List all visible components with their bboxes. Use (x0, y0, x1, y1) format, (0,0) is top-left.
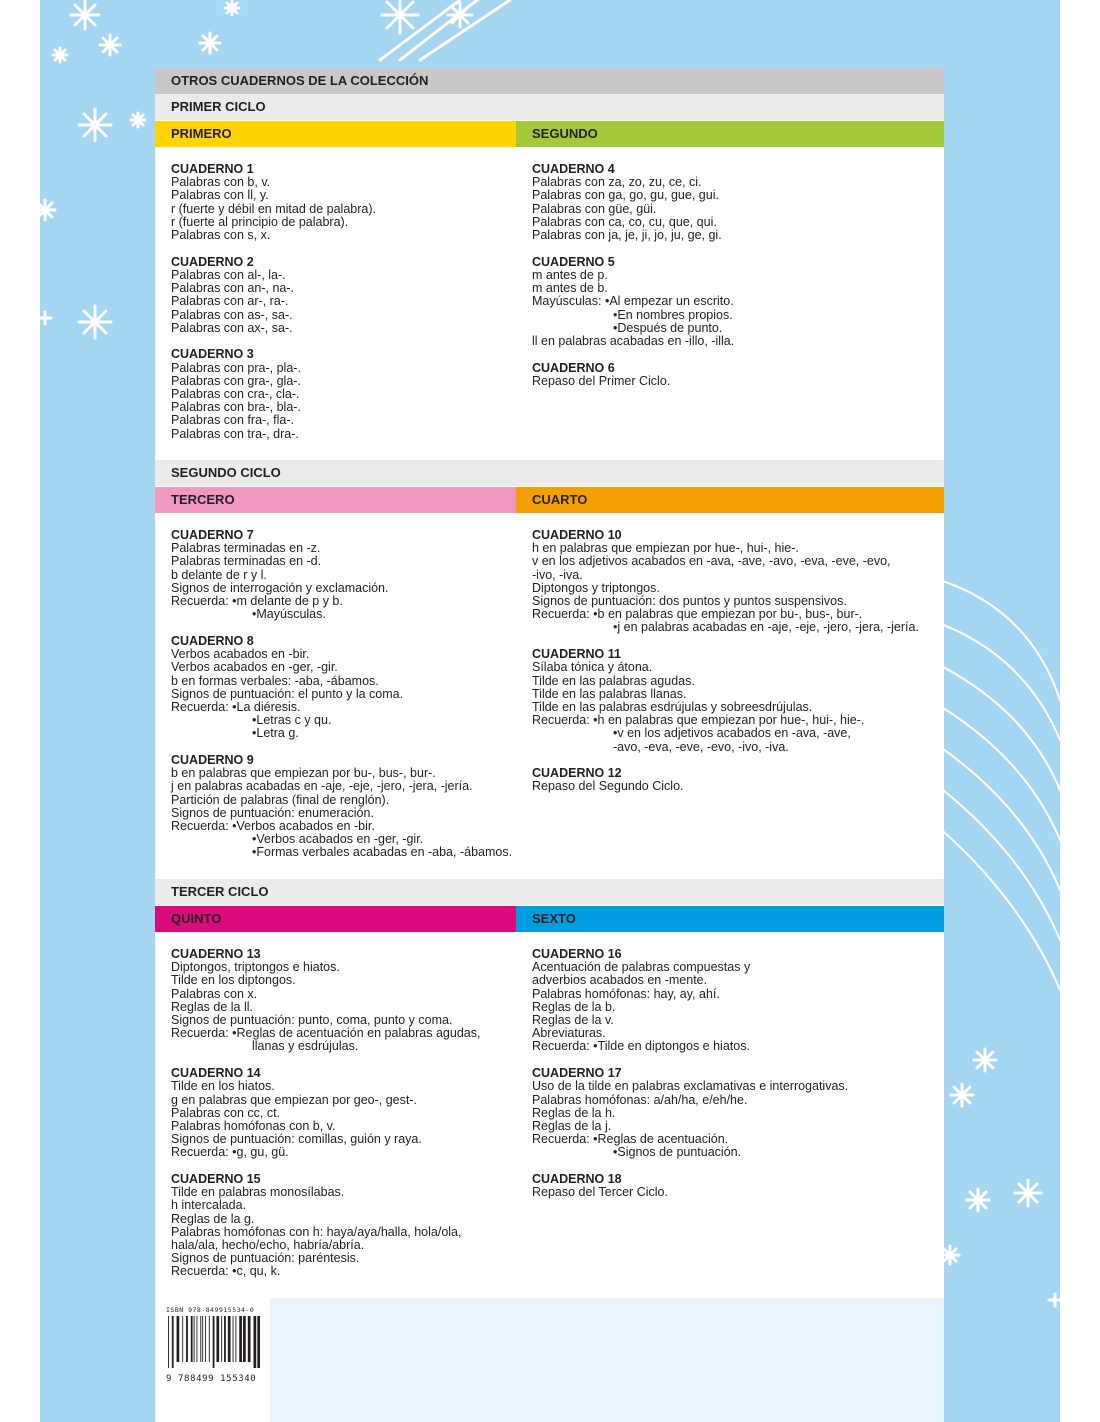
notebook-topic-line: Tilde en los hiatos. (171, 1079, 275, 1094)
notebook-entry (532, 529, 932, 635)
notebook-topic-line: Palabras con x. (171, 986, 258, 1001)
barcode-bar (248, 1316, 251, 1362)
notebook-topic-line: Reglas de la g. (171, 1211, 255, 1226)
notebook-topic-line: Palabras con cra-, cla-. (171, 387, 300, 402)
notebook-topic-line: Recuerda: •La diéresis. (171, 699, 301, 714)
notebook-topic-line: r (fuerte al principio de palabra). (171, 214, 349, 229)
barcode-bar (191, 1316, 193, 1362)
notebook-topic-line: Recuerda: •Tilde en diptongos e hiatos. (532, 1039, 750, 1054)
notebook-topic-line: Recuerda: •g, gu, gü. (171, 1145, 289, 1160)
isbn-label: ISBN 978-849915534-0 (166, 1306, 255, 1314)
barcode-bar (213, 1316, 215, 1368)
notebook-topic-line: Palabras homófonas: a/ah/ha, e/eh/he. (532, 1092, 748, 1107)
notebook-topic-line: adverbios acabados en -mente. (532, 973, 708, 988)
notebook-topic-line: Palabras con ja, je, ji, jo, ju, ge, gi. (532, 228, 722, 243)
notebook-entry (171, 348, 516, 440)
notebook-entry (171, 529, 516, 621)
notebook-topic-line: Palabras con ax-, sa-. (171, 320, 293, 335)
barcode-bar (243, 1316, 246, 1362)
notebook-topic-line: Tilde en las palabras llanas. (532, 686, 687, 701)
notebook-topic-line: Palabras con ll, y. (171, 188, 269, 203)
barcode-bar (233, 1316, 234, 1362)
notebook-topic-line: Palabras con an-, na-. (171, 281, 294, 296)
notebook-topic-line: h intercalada. (171, 1198, 247, 1213)
notebook-entry (171, 635, 516, 741)
notebook-topic-line: h en palabras que empiezan por hue-, hui-, hie-. (532, 541, 799, 556)
notebook-topic-line: llanas y esdrújulas. (252, 1039, 359, 1054)
notebook-topic-line: Sílaba tónica y átona. (532, 660, 653, 675)
notebook-topic-line: Recuerda: •h en palabras que empiezan por hue-, hui-, hie-. (532, 713, 865, 728)
notebook-topic-line: Recuerda: •Verbos acabados en -bir. (171, 819, 375, 834)
bottom-strip (270, 1298, 944, 1422)
barcode-bar (209, 1316, 210, 1362)
notebook-topic-line: Tilde en palabras monosílabas. (171, 1185, 345, 1200)
grade-heading-tercero: TERCERO (155, 487, 516, 513)
notebook-topic-line: m antes de p. (532, 267, 608, 282)
notebook-title: CUADERNO 11 (532, 647, 621, 662)
notebook-topic-line: ll en palabras acabadas en -illo, -illa. (532, 333, 735, 348)
notebook-topic-line: Palabras con ga, go, gu, gue, gui. (532, 188, 719, 203)
notebook-entry (171, 163, 516, 242)
notebook-entry (171, 1067, 516, 1159)
notebook-topic-line: -ivo, -iva. (532, 567, 583, 582)
notebook-entry (532, 767, 932, 793)
notebook-title: CUADERNO 9 (171, 753, 254, 768)
notebook-entry (532, 648, 932, 754)
notebook-title: CUADERNO 13 (171, 947, 261, 961)
notebook-topic-line: Palabras con güe, güi. (532, 201, 657, 216)
notebook-title: CUADERNO 14 (171, 1066, 261, 1081)
notebook-topic-line: m antes de b. (532, 281, 608, 296)
barcode-bar (200, 1316, 201, 1362)
notebook-topic-line: Palabras con za, zo, zu, ce, ci. (532, 175, 702, 190)
cycle-heading-primer: PRIMER CICLO (155, 94, 944, 120)
notebook-topic-line: Palabras con as-, sa-. (171, 307, 293, 322)
collection-header: OTROS CUADERNOS DE LA COLECCIÓN (155, 68, 944, 94)
notebook-topic-line: b delante de r y l. (171, 567, 267, 582)
notebook-topic-line: •En nombres propios. (613, 307, 733, 322)
notebook-topic-line: Recuerda: •c, qu, k. (171, 1264, 281, 1279)
notebook-topic-line: •j en palabras acabadas en -aje, -eje, -jero, -jera, -jería. (613, 620, 919, 635)
notebook-topic-line: Palabras con s, x. (171, 228, 271, 243)
notebook-topic-line: Diptongos, triptongos e hiatos. (171, 960, 340, 975)
grade-heading-primero: PRIMERO (155, 121, 516, 147)
notebook-title: CUADERNO 8 (171, 633, 254, 648)
notebook-topic-line: Palabras con ar-, ra-. (171, 294, 289, 309)
barcode-bar (205, 1316, 206, 1362)
notebook-topic-line: Signos de interrogación y exclamación. (171, 580, 389, 595)
notebook-title: CUADERNO 6 (532, 360, 615, 375)
grade-column-sexto (532, 948, 932, 1213)
notebook-topic-line: r (fuerte y débil en mitad de palabra). (171, 201, 376, 216)
notebook-topic-line: Signos de puntuación: dos puntos y puntos suspensivos. (532, 594, 847, 609)
notebook-topic-line: Tilde en las palabras agudas. (532, 673, 695, 688)
grade-column-segundo (532, 163, 932, 402)
notebook-title: CUADERNO 5 (532, 254, 615, 269)
notebook-topic-line: Palabras con tra-, dra-. (171, 426, 299, 441)
notebook-topic-line: Reglas de la v. (532, 1013, 614, 1028)
notebook-topic-line: v en los adjetivos acabados en -ava, -ave, -avo, -eva, -eve, -evo, (532, 554, 891, 569)
barcode-bar (257, 1316, 260, 1368)
notebook-topic-line: Reglas de la ll. (171, 999, 253, 1014)
notebook-title: CUADERNO 15 (171, 1172, 261, 1187)
notebook-topic-line: •Letra g. (252, 726, 299, 741)
grade-column-quinto (171, 948, 516, 1292)
grade-heading-quinto: QUINTO (155, 906, 516, 932)
barcode-bar (194, 1316, 195, 1362)
barcode (166, 1306, 266, 1384)
notebook-topic-line: b en palabras que empiezan por bu-, bus-, bur-. (171, 766, 436, 781)
notebook-topic-line: Abreviaturas. (532, 1026, 606, 1041)
notebook-topic-line: Palabras con bra-, bla-. (171, 400, 301, 415)
notebook-topic-line: Palabras con al-, la-. (171, 267, 286, 282)
notebook-topic-line: Signos de puntuación: el punto y la coma. (171, 686, 404, 701)
barcode-bar (254, 1316, 257, 1368)
notebook-topic-line: Palabras con ca, co, cu, que, qui. (532, 214, 717, 229)
notebook-title: CUADERNO 16 (532, 947, 622, 961)
notebook-topic-line: Palabras con gra-, gla-. (171, 373, 301, 388)
notebook-topic-line: Repaso del Primer Ciclo. (532, 373, 671, 388)
notebook-topic-line: Uso de la tilde en palabras exclamativas e interrogativas. (532, 1079, 849, 1094)
notebook-topic-line: •Verbos acabados en -ger, -gir. (252, 832, 424, 847)
barcode-bar (235, 1316, 236, 1362)
barcode-bar (182, 1316, 183, 1362)
notebook-topic-line: Signos de puntuación: paréntesis. (171, 1251, 360, 1266)
notebook-topic-line: Partición de palabras (final de renglón). (171, 792, 390, 807)
barcode-bar (239, 1316, 242, 1362)
barcode-digits: 9 788499 155340 (166, 1374, 257, 1384)
notebook-topic-line: Reglas de la h. (532, 1105, 616, 1120)
cycle-heading-tercer: TERCER CICLO (155, 879, 944, 905)
notebook-topic-line: -avo, -eva, -eve, -evo, -ivo, -iva. (613, 739, 789, 754)
notebook-topic-line: Palabras homófonas con h: haya/aya/halla, hola/ola, (171, 1224, 462, 1239)
notebook-topic-line: Palabras con fra-, fla-. (171, 413, 294, 428)
notebook-topic-line: •Después de punto. (613, 320, 723, 335)
barcode-bar (168, 1316, 169, 1368)
notebook-title: CUADERNO 7 (171, 528, 254, 542)
notebook-topic-line: Recuerda: •Reglas de acentuación. (532, 1132, 729, 1147)
notebook-topic-line: Palabras terminadas en -d. (171, 554, 322, 569)
notebook-topic-line: Palabras con pra-, pla-. (171, 360, 301, 375)
notebook-topic-line: Verbos acabados en -ger, -gir. (171, 660, 338, 675)
notebook-topic-line: Palabras terminadas en -z. (171, 541, 321, 556)
notebook-topic-line: Recuerda: •Reglas de acentuación en palabras agudas, (171, 1026, 481, 1041)
notebook-entry (532, 1067, 932, 1159)
notebook-topic-line: Reglas de la b. (532, 999, 616, 1014)
notebook-topic-line: •v en los adjetivos acabados en -ava, -ave, (613, 726, 851, 741)
notebook-topic-line: Signos de puntuación: comillas, guión y raya. (171, 1132, 422, 1147)
notebook-topic-line: Recuerda: •b en palabras que empiezan por bu-, bus-, bur-. (532, 607, 863, 622)
notebook-topic-line: Reglas de la j. (532, 1118, 612, 1133)
notebook-title: CUADERNO 18 (532, 1172, 622, 1187)
grade-heading-cuarto: CUARTO (516, 487, 944, 513)
notebook-entry (532, 163, 932, 242)
barcode-bar (177, 1316, 180, 1362)
barcode-bar (172, 1316, 174, 1368)
notebook-entry (171, 256, 516, 335)
notebook-title: CUADERNO 12 (532, 766, 622, 781)
notebook-title: CUADERNO 3 (171, 347, 254, 362)
notebook-topic-line: •Formas verbales acabadas en -aba, -ábamos. (252, 845, 513, 860)
barcode-bar (186, 1316, 188, 1362)
notebook-topic-line: Recuerda: •m delante de p y b. (171, 594, 343, 609)
notebook-topic-line: Palabras con cc, ct. (171, 1105, 281, 1120)
grade-heading-sexto: SEXTO (516, 906, 944, 932)
notebook-entry (171, 948, 516, 1054)
notebook-topic-line: •Signos de puntuación. (613, 1145, 742, 1160)
notebook-topic-line: Signos de puntuación: punto, coma, punto y coma. (171, 1013, 453, 1028)
notebook-topic-line: Repaso del Tercer Ciclo. (532, 1185, 668, 1200)
notebook-topic-line: hala/ala, hecho/echo, habría/abría. (171, 1238, 365, 1253)
notebook-title: CUADERNO 4 (532, 162, 615, 176)
barcode-bar (202, 1316, 203, 1362)
notebook-topic-line: j en palabras acabadas en -aje, -eje, -jero, -jera, -jería. (171, 779, 473, 794)
notebook-entry (532, 256, 932, 348)
notebook-topic-line: Palabras homófonas: hay, ay, ahí. (532, 986, 720, 1001)
grade-heading-segundo: SEGUNDO (516, 121, 944, 147)
cycle-heading-segundo: SEGUNDO CICLO (155, 460, 944, 486)
collection-panel (155, 68, 944, 1422)
grade-column-tercero (171, 529, 516, 873)
notebook-topic-line: Acentuación de palabras compuestas y (532, 960, 751, 975)
notebook-entry (532, 948, 932, 1054)
grade-column-primero (171, 163, 516, 454)
barcode-bar (197, 1316, 198, 1362)
barcode-bar (221, 1316, 222, 1362)
notebook-topic-line: Signos de puntuación: enumeración. (171, 805, 374, 820)
notebook-topic-line: Palabras homófonas con b, v. (171, 1118, 336, 1133)
notebook-entry (171, 754, 516, 860)
notebook-title: CUADERNO 17 (532, 1066, 622, 1081)
notebook-topic-line: •Letras c y qu. (252, 713, 332, 728)
notebook-topic-line: Mayúsculas: •Al empezar un escrito. (532, 294, 734, 309)
barcode-bar (216, 1316, 219, 1362)
notebook-title: CUADERNO 10 (532, 528, 622, 542)
barcode-bar (224, 1316, 226, 1362)
notebook-topic-line: Tilde en los diptongos. (171, 973, 296, 988)
notebook-topic-line: g en palabras que empiezan por geo-, gest-. (171, 1092, 417, 1107)
notebook-topic-line: Tilde en las palabras esdrújulas y sobreesdrújulas. (532, 699, 813, 714)
notebook-title: CUADERNO 2 (171, 254, 254, 269)
barcode-bar (228, 1316, 231, 1362)
notebook-topic-line: Repaso del Segundo Ciclo. (532, 779, 684, 794)
notebook-entry (532, 1173, 932, 1199)
notebook-topic-line: Diptongos y triptongos. (532, 580, 660, 595)
notebook-topic-line: b en formas verbales: -aba, -ábamos. (171, 673, 379, 688)
notebook-entry (171, 1173, 516, 1279)
grade-column-cuarto (532, 529, 932, 807)
notebook-topic-line: Verbos acabados en -bir. (171, 647, 310, 662)
notebook-entry (532, 362, 932, 388)
notebook-title: CUADERNO 1 (171, 162, 254, 176)
notebook-topic-line: Palabras con b, v. (171, 175, 271, 190)
notebook-topic-line: •Mayúsculas. (252, 607, 326, 622)
barcode-icon (166, 1316, 262, 1368)
